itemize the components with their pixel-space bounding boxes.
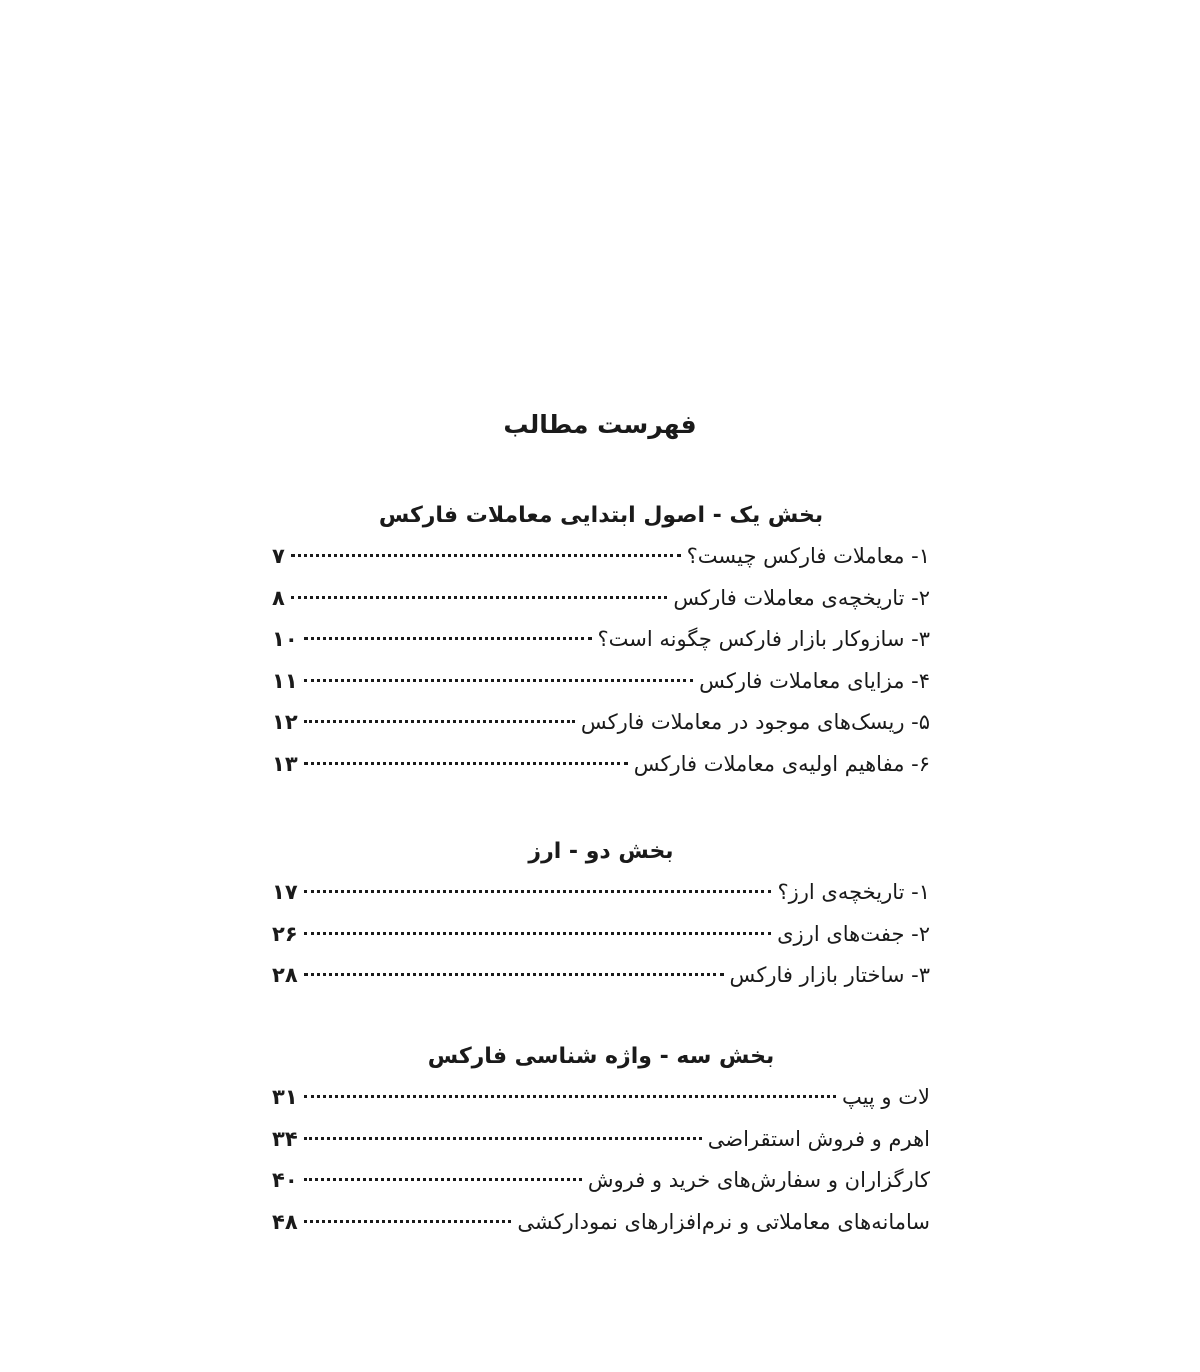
toc-page-number: ۳۱ xyxy=(272,1085,298,1109)
toc-page-number: ۳۴ xyxy=(272,1126,298,1151)
toc-page-number: ۱۲ xyxy=(272,710,298,734)
toc-entry-title: ۶- مفاهیم اولیه‌ی معاملات فارکس xyxy=(633,751,930,776)
toc-entry-title: ۳- سازوکار بازار فارکس چگونه است؟ xyxy=(597,627,930,651)
toc-page-number: ۸ xyxy=(272,585,285,610)
toc-section-2 xyxy=(272,832,930,997)
dot-leader xyxy=(304,720,575,723)
dot-leader xyxy=(304,637,592,640)
toc-entry[interactable] xyxy=(272,914,930,956)
toc-entry[interactable] xyxy=(272,1202,930,1244)
toc-entry-title: ۳- ساختار بازار فارکس xyxy=(729,963,930,987)
toc-list xyxy=(272,872,930,997)
toc-page-number: ۴۰ xyxy=(272,1168,298,1192)
toc-entry[interactable] xyxy=(272,1077,930,1119)
section-heading: بخش سه - واژه شناسی فارکس xyxy=(427,1044,775,1069)
toc-page-number: ۱۱ xyxy=(272,668,298,693)
section-heading: بخش دو - ارز xyxy=(528,839,674,864)
dot-leader xyxy=(304,1137,702,1140)
toc-entry-title: ۱- تاریخچه‌ی ارز؟ xyxy=(777,880,930,904)
section-heading: بخش یک - اصول ابتدایی معاملات فارکس xyxy=(378,503,824,528)
toc-entry-title: سامانه‌های معاملاتی و نرم‌افزارهای نمودارکشی xyxy=(517,1209,930,1234)
toc-entry[interactable] xyxy=(272,1119,930,1161)
toc-section-1 xyxy=(272,496,930,785)
toc-entry[interactable] xyxy=(272,1160,930,1202)
dot-leader xyxy=(291,554,681,557)
toc-entry-title: ۱- معاملات فارکس چیست؟ xyxy=(686,544,930,568)
toc-entry[interactable] xyxy=(272,661,930,703)
toc-entry[interactable] xyxy=(272,955,930,997)
toc-entry-title: ۲- تاریخچه‌ی معاملات فارکس xyxy=(673,585,930,610)
dot-leader xyxy=(304,1220,512,1223)
toc-entry[interactable] xyxy=(272,578,930,620)
dot-leader xyxy=(304,890,772,893)
toc-entry[interactable] xyxy=(272,702,930,744)
toc-page-number: ۱۷ xyxy=(272,880,298,904)
dot-leader xyxy=(304,973,724,976)
toc-page-number: ۱۳ xyxy=(272,751,298,776)
dot-leader xyxy=(291,596,668,599)
toc-entry-title: کارگزاران و سفارش‌های خرید و فروش xyxy=(587,1168,930,1192)
toc-entry-title: ۲- جفت‌های ارزی xyxy=(777,921,930,946)
toc-entry[interactable] xyxy=(272,619,930,661)
toc-page-number: ۱۰ xyxy=(272,627,298,651)
dot-leader xyxy=(304,679,693,682)
toc-entry-title: اهرم و فروش استقراضی xyxy=(707,1126,930,1151)
toc-entry-title: ۴- مزایای معاملات فارکس xyxy=(699,668,930,693)
toc-page-number: ۷ xyxy=(272,544,285,568)
toc-list xyxy=(272,536,930,785)
toc-entry[interactable] xyxy=(272,872,930,914)
toc-page-number: ۲۸ xyxy=(272,963,298,987)
toc-list xyxy=(272,1077,930,1243)
page-title: فهرست مطالب xyxy=(503,410,697,439)
toc-section-3 xyxy=(272,1037,930,1243)
toc-entry[interactable] xyxy=(272,744,930,786)
toc-page-number: ۲۶ xyxy=(272,921,298,946)
toc-entry-title: لات و پیپ xyxy=(841,1085,930,1109)
toc-page-number: ۴۸ xyxy=(272,1209,298,1234)
dot-leader xyxy=(304,1178,582,1181)
toc-entry[interactable] xyxy=(272,536,930,578)
dot-leader xyxy=(304,1095,836,1098)
dot-leader xyxy=(304,762,628,765)
toc-entry-title: ۵- ریسک‌های موجود در معاملات فارکس xyxy=(580,710,930,734)
dot-leader xyxy=(304,932,771,935)
